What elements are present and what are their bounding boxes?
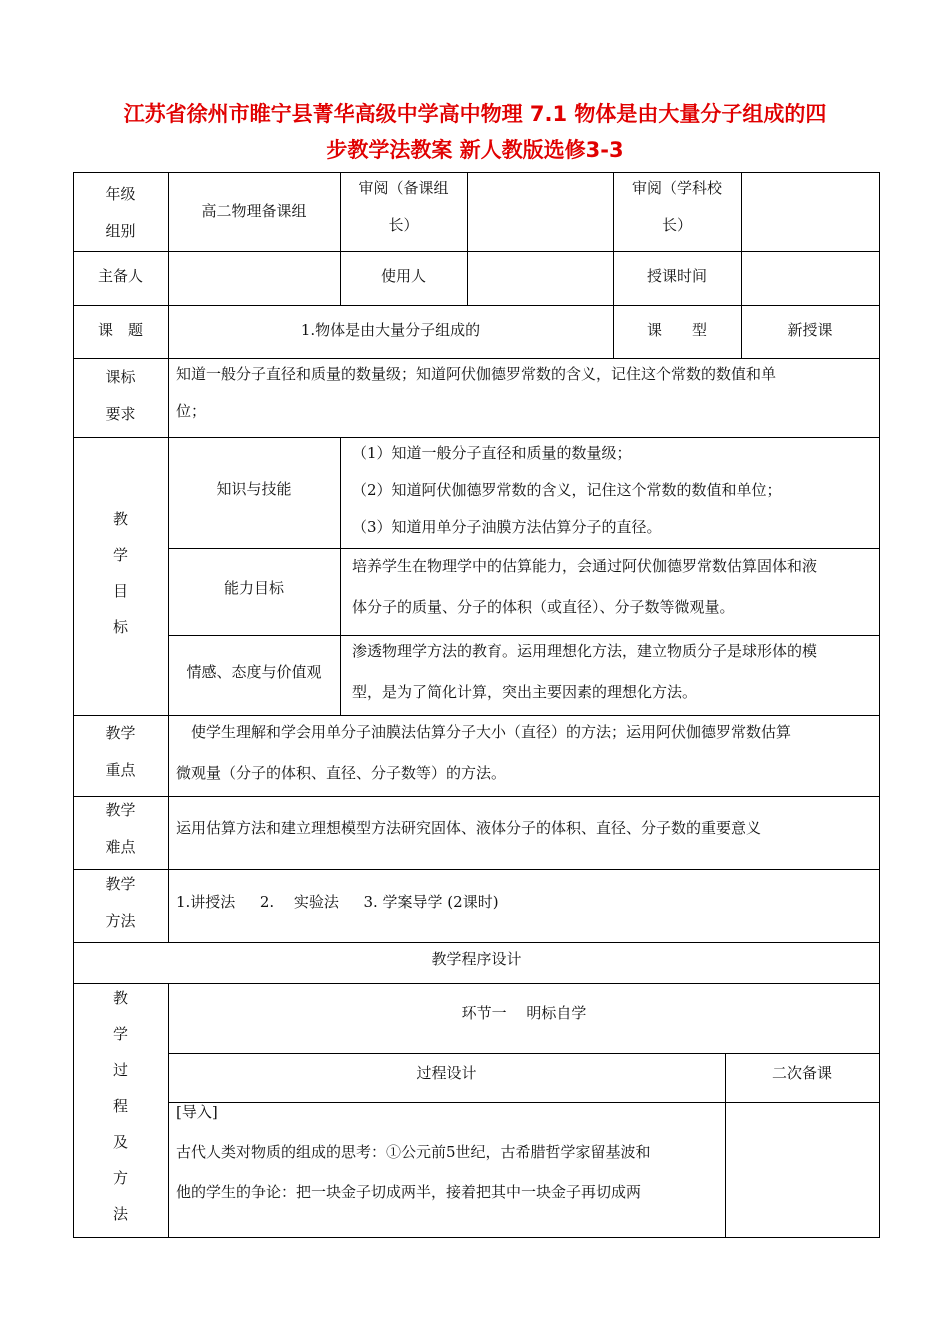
intro-text: 古代人类对物质的组成的思考：①公元前5世纪，古希腊哲学家留基波和 他的学生的争论：把一块金子切成两半，接着把其中一块金子再切成两 xyxy=(176,1143,651,1201)
ability-goal-label: 能力目标 xyxy=(223,579,284,597)
standard-text: 知道一般分子直径和质量的数量级；知道阿伏伽德罗常数的含义，记住这个常数的数值和单 位； xyxy=(176,365,777,420)
key-points-label: 教学 重点 xyxy=(105,724,136,779)
intro-content: [导入] xyxy=(176,1103,218,1121)
key-points-text: 使学生理解和学会用单分子油膜法估算分子大小（直径）的方法；运用阿伏伽德罗常数估算 微观量（分子的体积、直径、分子数等）的方法。 xyxy=(176,723,792,782)
ability-goal-text: 培养学生在物理学中的估算能力，会通过阿伏伽德罗常数估算固体和液 体分子的质量、分子的体积（或直径）、分子数等微观量。 xyxy=(352,557,818,616)
topic-value: 1.物体是由大量分子组成的 xyxy=(300,321,481,339)
process-label: 教 学 过 程 及 方 法 xyxy=(112,989,128,1223)
methods-label: 教学 方法 xyxy=(105,875,136,930)
knowledge-skills-label: 知识与技能 xyxy=(216,480,292,498)
lesson-type-value: 新授课 xyxy=(787,321,833,339)
emotion-values-label: 情感、态度与价值观 xyxy=(186,663,322,681)
review-group-leader-label: 审阅（备课组 长） xyxy=(358,179,449,234)
grade-group-label: 年级 组别 xyxy=(105,185,136,240)
methods-text: 1.讲授法 2. 实验法 3. 学案导学 (2课时) xyxy=(176,893,499,911)
user-label: 使用人 xyxy=(380,267,426,285)
list-item: （1）知道一般分子直径和质量的数量级； xyxy=(352,444,632,462)
objectives-label: 教 学 目 标 xyxy=(112,510,128,636)
title-line-2: 步教学法教案 新人教版选修3-3 xyxy=(326,138,624,162)
review-group-leader-value xyxy=(467,176,613,246)
procedure-header: 教学程序设计 xyxy=(431,950,522,968)
standard-label: 课标 要求 xyxy=(105,368,136,423)
list-item: （2）知道阿伏伽德罗常数的含义，记住这个常数的数值和单位； xyxy=(352,481,782,499)
grade-group-value: 高二物理备课组 xyxy=(201,202,307,220)
review-subject-leader-label: 审阅（学科校 长） xyxy=(631,179,722,234)
difficulties-text: 运用估算方法和建立理想模型方法研究固体、液体分子的体积、直径、分子数的重要意义 xyxy=(176,819,762,837)
stage-title: 环节一 明标自学 xyxy=(461,1004,587,1022)
design-header: 过程设计 xyxy=(416,1064,477,1082)
knowledge-skills-list xyxy=(352,435,877,546)
review-subject-leader-value xyxy=(741,176,879,246)
second-prep-header: 二次备课 xyxy=(771,1064,832,1082)
lesson-type-label: 课 型 xyxy=(646,321,707,339)
title-line-1: 江苏省徐州市睢宁县菁华高级中学高中物理 7.1 物体是由大量分子组成的四 xyxy=(123,102,827,126)
list-item: （3）知道用单分子油膜方法估算分子的直径。 xyxy=(352,518,662,536)
teaching-time-label: 授课时间 xyxy=(646,267,707,285)
main-preparer-label: 主备人 xyxy=(97,267,143,285)
topic-label: 课 题 xyxy=(97,321,143,339)
emotion-values-text: 渗透物理学方法的教育。运用理想化方法，建立物质分子是球形体的模 型，是为了简化计算，突出主要因素的理想化方法。 xyxy=(352,642,818,701)
difficulties-label: 教学 难点 xyxy=(105,801,136,856)
